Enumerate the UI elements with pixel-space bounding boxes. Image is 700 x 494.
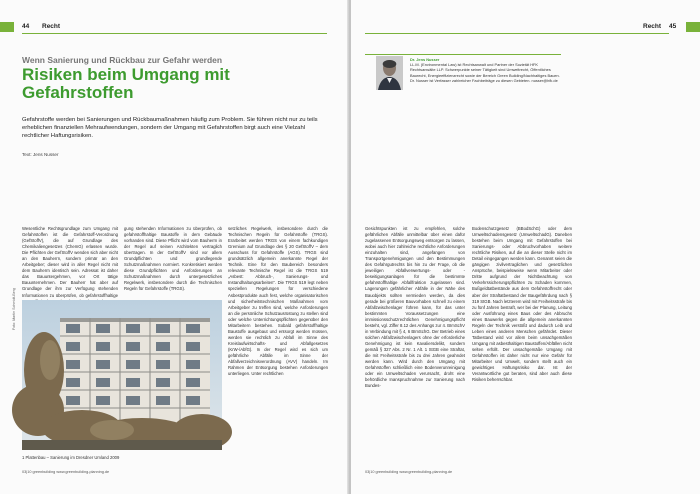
page-number: 45 [669, 23, 677, 30]
body-column-2: Bodenschutzgesetz (BBodSchG) oder dem Umweltschadensgesetz (UmweltschadG). Daneben bestehen beim Umgang mit Gefahrstoffen bei Sanierungs- oder Abbruchvorhaben weitere rechtliche Risiken, auf die an dieser Stelle nicht im Detail eingegangen werden kann. Genannt seien die gängigen zivilvertraglichen und gesetzlichen Ansprüche, beispielsweise wenn Mitarbeiter oder Dritte aufgrund der Nichtbeachtung von Verkehrssicherungspflichten zu Schaden kommen, Bußgeldtatbestände aus dem Gefahrstoffrecht oder aber der Straftatbestand der Baugefährdung nach § 319 StGB. Nach letzterem wird mit Freiheitsstrafe bis zu fünf Jahren bestraft, wer bei der Planung, Leitung oder Ausführung eines Baus oder des Abbruchs eines Bauwerks gegen die allgemein anerkannten Regeln der Technik verstößt und dadurch Leib und Leben eines anderen Menschen gefährdet. Dieser Tatbestand wird vor allem beim unsachgemäßen Umgang mit asbesthaltigen Baustoffen/Abfällen nicht selten erfüllt. Der unsachgemäße Umgang mit Gefahrstoffen ist daher nicht nur eine Gefahr für Mitarbeiter und Umwelt, sondern stellt auch ein gewichtiges Haftungsrisiko dar. Ist der Verantwortliche gut beraten, sind aber auch diese Risiken beherrschbar. [472, 226, 572, 383]
header-rule [365, 33, 669, 34]
body-column-1: Gesichtspunkten ist zu empfehlen, solche gefährlichen Abfälle unmittelbar über einen dafür zugelassenen Entsorgungsweg entsorgen zu lassen, wobei auch hier zahlreiche rechtliche Anforderungen einzuhalten sind, angefangen von Transportgenehmigungen und den Bestimmungen des Gefahrgutrechts bis hin zu der Frage, ob die jeweiligen Abfallverwertungs- oder -beseitigungsanlagen für die bestimmte gefahrstoffhaltige Abfallfraktion zugelassen sind. Lagerungen gefährlicher Abfälle in der Nähe des Bauobjekts sollten vermieden werden, da dies gerade bei größeren Bauvorhaben schnell zu einem Abfallzwischenlager führen kann, für das unter bestimmten Voraussetzungen eine immissionsschutzrechtlichen Genehmigungspflicht besteht, vgl. Ziffer 8.12 des Anhangs zur 4. BImSchV in Verbindung mit § 4, 6 BImSchG. Der Betrieb eines solchen Abfallzwischenlagers ohne der erforderliche Genehmigung ist kein Kavaliersdelikt, sondern gemäß § 327 Abs. 2 Nr. 1 Alt. 1 StGB eine Straftat, die mit Freiheitsstrafe bis zu drei Jahren geahndet werden kann. Wird durch den Umgang mit Gefahrstoffen schließlich eine Bodenverunreinigung oder ein Umweltschaden verursacht, droht eine behördliche Inanspruchnahme zur Sanierung nach Bundes- [365, 226, 465, 389]
page-number: 44 [22, 23, 30, 30]
left-page [0, 0, 349, 494]
author-bio: LL.M. (Environmental Law) ist Rechtsanwalt und Partner der Sozietät HFK Rechtsanwälte LLP. Schwerpunkte seiner Tätigkeit sind Umweltrecht, Öffentliches Baurecht, Energieeffizienzrecht sowie der Bereich Green Building/Nachhaltiges Bauen. Dr. Nusser ist Verfasser zahlreicher Fachbeiträge zu diesen Gebieten. nusser@hfk.de [410, 62, 560, 83]
page-footer: 03|10 greenbuilding www.greenbuilding-planning.de [22, 470, 110, 474]
body-column-3: setzliches Regelwerk, insbesondere durch die Technischen Regeln für Gefahrstoffe (TRGS). Erarbeitet werden TRGS von einem fachkundigen Gremium auf Grundlage des § 20 GefStoffV – dem Ausschuss für Gefahrstoffe (AGS). TRGS sind grundsätzlich allgemein anerkannte Regel der Technik. Eine für den Baubereich besonders relevante Technische Regel ist die TRGS 519 „Asbest: Abbruch-, Sanierungs- und Instandhaltungsarbeiten“. Die TRGS 519 legt neben speziellen Regelungen für verschiedene Asbestprodukte auch fest, welche organisatorischen und sicherheitstechnischen Maßnahmen vom Arbeitgeber zu treffen sind, welche Anforderungen an die persönliche Schutzausrüstung zu stellen sind oder welche Unterrichtungspflichten gegenüber den Mitarbeitern bestehen. Sobald gefahrstoffhaltige Baustoffe ausgebaut und entsorgt werden müssen, werden sie rechtlich zu Abfall im Sinne des Kreislaufwirtschafts- und Abfallgesetzes (KrW-/AbfG). In der Regel wird es sich um gefährliche Abfälle im Sinne der Abfallverzeichnisverordnung (AVV) handeln. Im Rahmen der Entsorgung bestehen Anforderungen unterliegen. Unter rechtlichen [228, 226, 328, 377]
page-tab-marker [0, 22, 14, 32]
photo-credit: Foto: Martin Schmidt-Berg [12, 288, 16, 330]
photo-caption: 1 Plattenbau – Sanierung im Dresdner Umland 2009 [22, 455, 120, 460]
author-name: Dr. Jens Nusser [410, 57, 440, 62]
author-portrait [376, 56, 403, 90]
page-footer: 03|10 greenbuilding www.greenbuilding-planning.de [365, 470, 453, 474]
section-title: Recht [643, 23, 662, 30]
section-title: Recht [42, 23, 61, 30]
byline: Text: Jens Nusser [22, 152, 59, 157]
kicker: Wenn Sanierung und Rückbau zur Gefahr werden [22, 55, 223, 65]
right-page [351, 0, 700, 494]
building-illustration [22, 300, 222, 450]
building-photo [22, 300, 222, 450]
body-column-2: gung stehenden Informationen zu überprüfen, ob gefahrstoffhaltige Baustoffe in dem Gebäude vorhanden sind. Diese Pflicht wird vom Bauherrn in der Regel auf seinen Architekten vertraglich übertragen. In der GefStoffV sind vor allem Grundpflichten und grundlegende Schutzmaßnahmen normiert. Konkretisiert werden diese Grundpflichten und Anforderungen an Schutzmaßnahmen durch untergesetzliches Regelwerk, insbesondere durch die Technischen Regeln für Gefahrstoffe (TRGS). [124, 226, 222, 292]
lead-paragraph: Gefahrstoffe werden bei Sanierungen und Rückbaumaßnahmen häufig zum Problem. Sie führen nicht nur zu teils erheblichen finanziellen Mehraufwendungen, sondern der Umgang mit Gefahrstoffen birgt auch eine Vielzahl rechtlicher Haftungsrisiken. [22, 117, 318, 140]
header-rule [22, 33, 327, 34]
headline: Risiken beim Umgang mit Gefahrstoffen [22, 65, 230, 102]
author-portrait-illustration [376, 56, 403, 90]
page-tab-marker [686, 22, 700, 32]
author-bio-block [410, 57, 560, 83]
body-column-1: Wesentliche Rechtsgrundlage zum Umgang mit Gefahrstoffen ist die Gefahrstoff-Verordnung (GefStoffV), die auf Grundlage des Chemikaliengesetzes (ChemG) erlassen wurde. Die Pflichten der GefStoffV wenden sich aber nicht an den Bauherrn, sondern primär an den Arbeitgeber; dieser wird in aller Regel nicht mit dem Bauherrn identisch sein. Adressat ist daher das Bauuntergehmen, vor Ort tätige Bauunternehmen. Der Bauherr hat aber auf Grundlage der ihm zur Verfügung stehenden Informationen zu überprüfen, ob gefahrstoffhaltige [22, 226, 118, 298]
